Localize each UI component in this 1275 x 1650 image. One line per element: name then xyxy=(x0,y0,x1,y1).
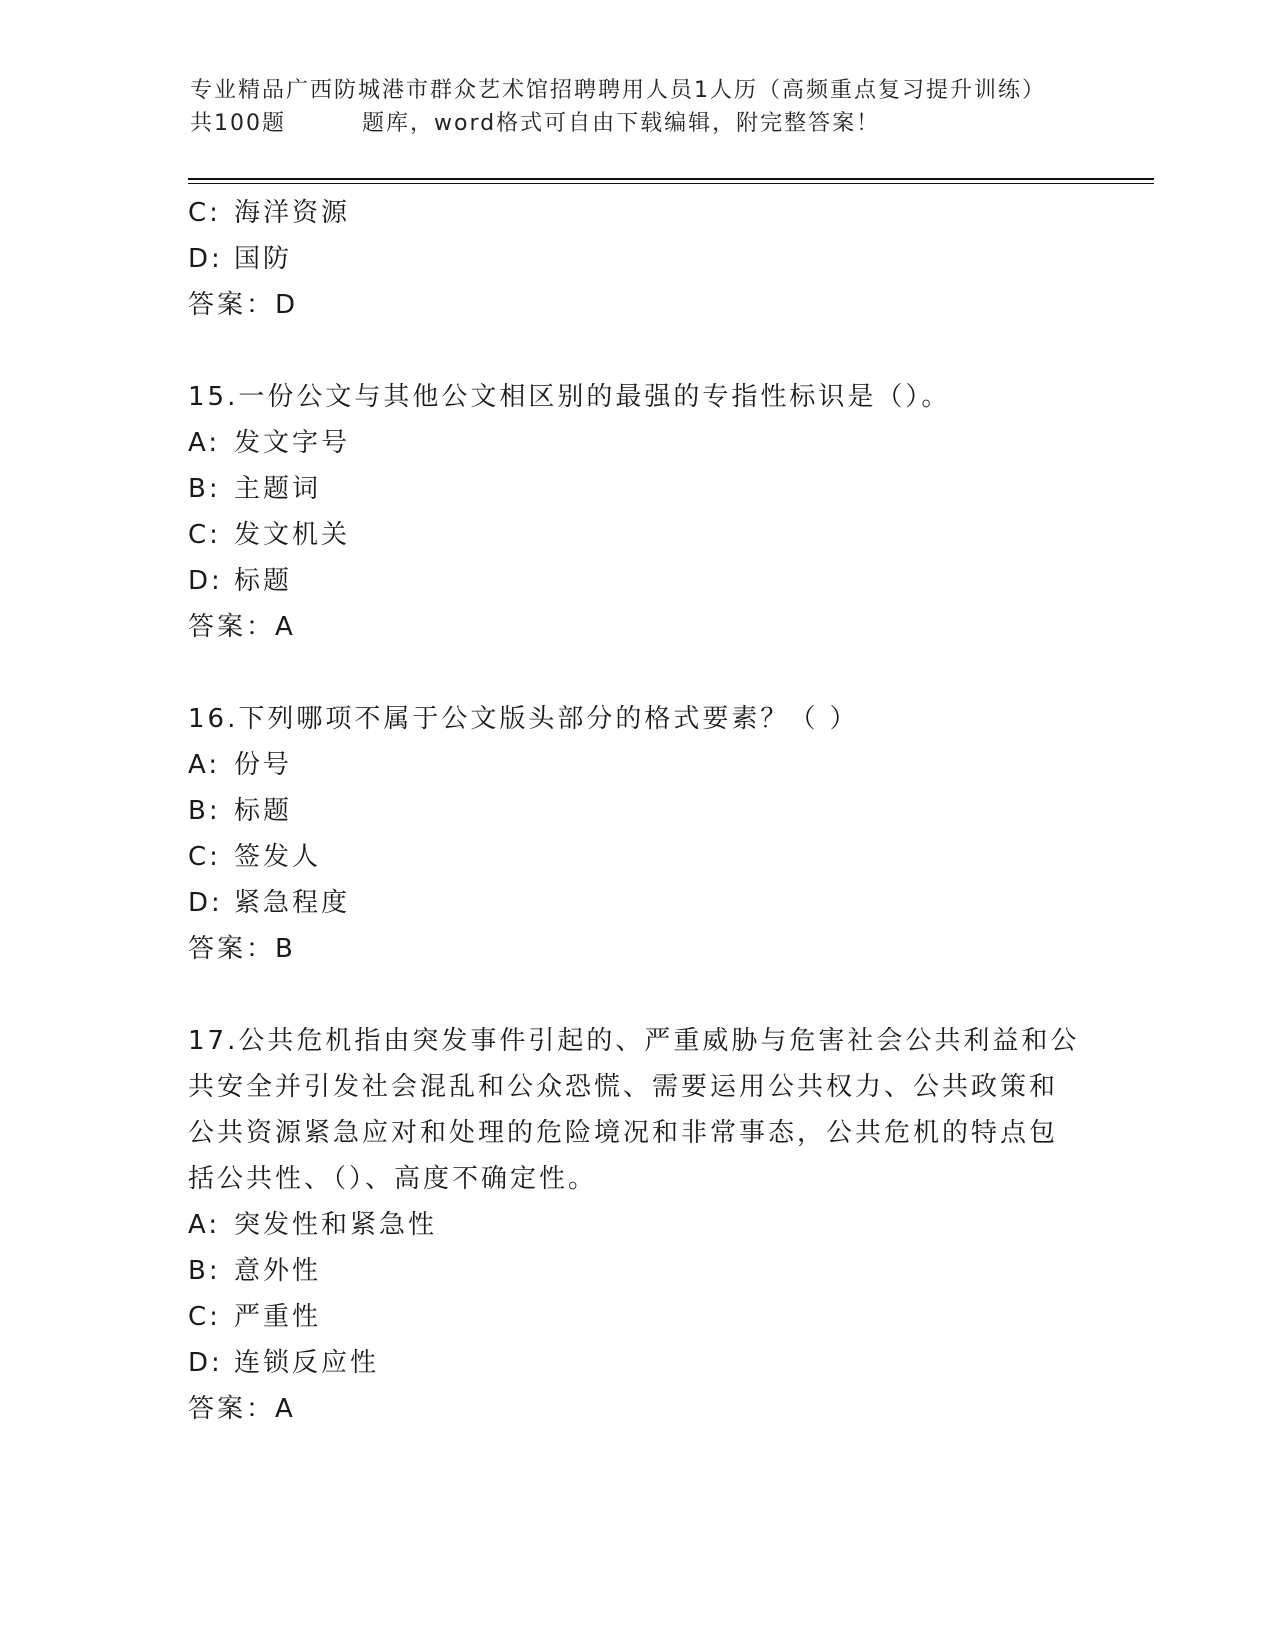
question-stem: 16.下列哪项不属于公文版头部分的格式要素？（ ） xyxy=(188,704,859,734)
option-text: 严重性 xyxy=(234,1302,322,1332)
option-key: D: xyxy=(188,1348,223,1378)
answer-line: 答案：A xyxy=(188,1394,296,1424)
question-stem-line: 括公共性、（）、高度不确定性。 xyxy=(188,1164,598,1194)
option-d xyxy=(188,1340,1088,1386)
option-text: 标题 xyxy=(234,796,293,826)
option-text: 主题词 xyxy=(234,474,322,504)
option-text: 海洋资源 xyxy=(234,198,351,228)
option-key: A: xyxy=(188,750,221,780)
header-rule-thick xyxy=(188,178,1154,180)
header-description: 题库，word格式可自由下载编辑，附完整答案！ xyxy=(362,111,881,136)
option-b xyxy=(188,788,1088,834)
page-header xyxy=(190,74,1150,140)
option-text: 突发性和紧急性 xyxy=(234,1210,438,1240)
answer-line: 答案：B xyxy=(188,934,296,964)
header-rule-thin xyxy=(188,183,1154,184)
option-text: 份号 xyxy=(234,750,293,780)
question-stem: 15.一份公文与其他公文相区别的最强的专指性标识是（）。 xyxy=(188,382,951,412)
option-a xyxy=(188,1202,1088,1248)
option-text: 意外性 xyxy=(234,1256,322,1286)
answer-line: 答案：A xyxy=(188,612,296,642)
option-key: B: xyxy=(188,474,221,504)
option-key: A: xyxy=(188,428,221,458)
option-key: B: xyxy=(188,1256,221,1286)
option-d xyxy=(188,236,1088,282)
option-text: 紧急程度 xyxy=(234,888,351,918)
option-a xyxy=(188,420,1088,466)
header-subtitle-line xyxy=(190,107,1150,140)
answer-line: 答案：D xyxy=(188,290,299,320)
option-d xyxy=(188,558,1088,604)
option-text: 发文字号 xyxy=(234,428,351,458)
prev-question-block xyxy=(188,190,1088,328)
option-b xyxy=(188,1248,1088,1294)
option-d xyxy=(188,880,1088,926)
option-key: C: xyxy=(188,842,221,872)
option-text: 发文机关 xyxy=(234,520,351,550)
option-key: C: xyxy=(188,1302,221,1332)
option-key: D: xyxy=(188,888,223,918)
question-stem-line: 共安全并引发社会混乱和公众恐慌、需要运用公共权力、公共政策和 xyxy=(188,1072,1059,1102)
header-title-line: 专业精品广西防城港市群众艺术馆招聘聘用人员1人历（高频重点复习提升训练） xyxy=(190,78,1046,103)
header-question-count: 共100题 xyxy=(190,111,286,136)
option-key: D: xyxy=(188,566,223,596)
option-b xyxy=(188,466,1088,512)
option-text: 国防 xyxy=(234,244,293,274)
option-key: C: xyxy=(188,520,221,550)
question-block-17 xyxy=(188,1018,1088,1432)
option-a xyxy=(188,742,1088,788)
option-key: B: xyxy=(188,796,221,826)
option-text: 标题 xyxy=(234,566,293,596)
option-c xyxy=(188,190,1088,236)
option-key: A: xyxy=(188,1210,221,1240)
question-stem-line: 17.公共危机指由突发事件引起的、严重威胁与危害社会公共利益和公 xyxy=(188,1026,1080,1056)
option-key: C: xyxy=(188,198,221,228)
question-stem-line: 公共资源紧急应对和处理的危险境况和非常事态，公共危机的特点包 xyxy=(188,1118,1059,1148)
question-content xyxy=(188,190,1088,1432)
option-c xyxy=(188,512,1088,558)
question-block-16 xyxy=(188,696,1088,972)
question-block-15 xyxy=(188,374,1088,650)
option-text: 签发人 xyxy=(234,842,322,872)
option-c xyxy=(188,834,1088,880)
option-c xyxy=(188,1294,1088,1340)
option-key: D: xyxy=(188,244,223,274)
option-text: 连锁反应性 xyxy=(234,1348,380,1378)
